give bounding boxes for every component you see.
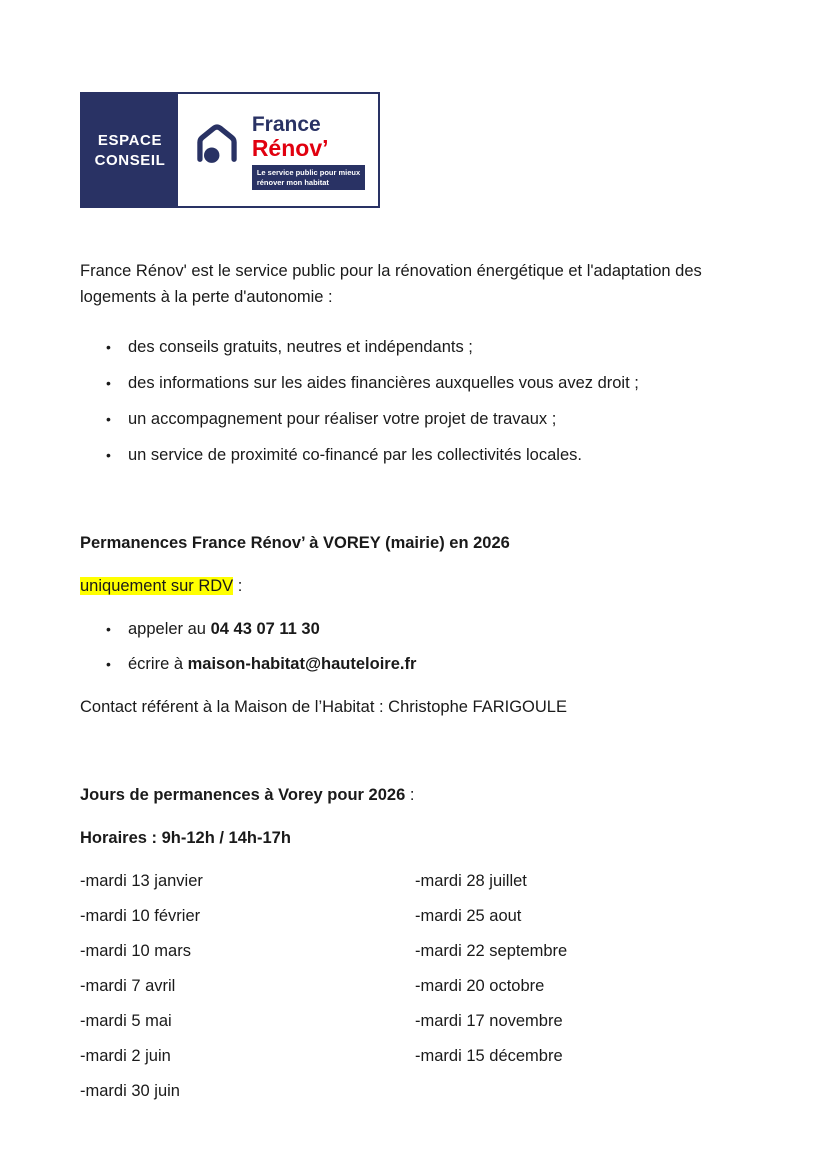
date-line: -mardi 20 octobre bbox=[415, 977, 545, 995]
rdv-suffix: : bbox=[233, 577, 243, 595]
intro-paragraph: France Rénov' est le service public pour la rénovation énergétique et l'adaptation des logements à la perte d'autonomie : bbox=[80, 262, 702, 306]
dates-column-left bbox=[80, 868, 415, 1104]
list-item: • des conseils gratuits, neutres et indépendants ; bbox=[80, 334, 747, 360]
date-line: -mardi 10 mars bbox=[80, 942, 191, 960]
date-line: -mardi 25 aout bbox=[415, 907, 522, 925]
tagline-line-2: rénover mon habitat bbox=[256, 177, 329, 187]
brand-renov: Rénov’ bbox=[251, 135, 329, 161]
date-line: -mardi 10 février bbox=[80, 907, 201, 925]
dates-column-right bbox=[415, 868, 567, 1104]
list-item-phone bbox=[80, 616, 747, 642]
rdv-bullet-list bbox=[80, 616, 747, 677]
email-address: maison-habitat@hauteloire.fr bbox=[187, 655, 417, 673]
list-item: • un service de proximité co-financé par les collectivités locales. bbox=[80, 442, 747, 468]
brand-tagline bbox=[252, 165, 365, 190]
schedule-heading-text: Jours de permanences à Vorey pour 2026 bbox=[80, 786, 406, 804]
rdv-highlighted-text: uniquement sur RDV bbox=[80, 577, 234, 595]
date-line: -mardi 7 avril bbox=[80, 977, 176, 995]
date-line: -mardi 2 juin bbox=[80, 1047, 171, 1065]
schedule-heading bbox=[80, 782, 747, 808]
schedule-heading-suffix: : bbox=[405, 786, 415, 804]
date-line: -mardi 13 janvier bbox=[80, 872, 203, 890]
date-line: -mardi 28 juillet bbox=[415, 872, 527, 890]
list-item: • un accompagnement pour réaliser votre projet de travaux ; bbox=[80, 406, 747, 432]
espace-conseil-badge bbox=[82, 94, 178, 206]
date-line: -mardi 30 juin bbox=[80, 1082, 180, 1100]
phone-number: 04 43 07 11 30 bbox=[210, 620, 320, 638]
rdv-line bbox=[80, 573, 747, 599]
phone-prefix: appeler au bbox=[128, 620, 211, 638]
conseil-label: CONSEIL bbox=[94, 151, 166, 169]
hours-line: Horaires : 9h-12h / 14h-17h bbox=[80, 829, 291, 847]
contact-line: Contact référent à la Maison de l’Habitat : Christophe FARIGOULE bbox=[80, 698, 567, 716]
permanences-heading: Permanences France Rénov’ à VOREY (mairie) en 2026 bbox=[80, 534, 510, 552]
date-line: -mardi 5 mai bbox=[80, 1012, 172, 1030]
date-line: -mardi 15 décembre bbox=[415, 1047, 563, 1065]
dates-grid bbox=[80, 868, 747, 1104]
france-renov-logo bbox=[80, 92, 380, 208]
date-line: -mardi 17 novembre bbox=[415, 1012, 563, 1030]
france-renov-lockup bbox=[178, 94, 378, 206]
brand-text bbox=[252, 114, 365, 190]
date-line: -mardi 22 septembre bbox=[415, 942, 568, 960]
intro-bullet-list bbox=[80, 334, 747, 468]
house-icon bbox=[191, 120, 243, 171]
list-item-email bbox=[80, 651, 747, 677]
tagline-line-1: Le service public pour mieux bbox=[256, 168, 361, 177]
espace-label: ESPACE bbox=[97, 131, 163, 149]
brand-france: France bbox=[251, 113, 321, 136]
email-prefix: écrire à bbox=[128, 655, 188, 673]
list-item: • des informations sur les aides financières auxquelles vous avez droit ; bbox=[80, 370, 747, 396]
